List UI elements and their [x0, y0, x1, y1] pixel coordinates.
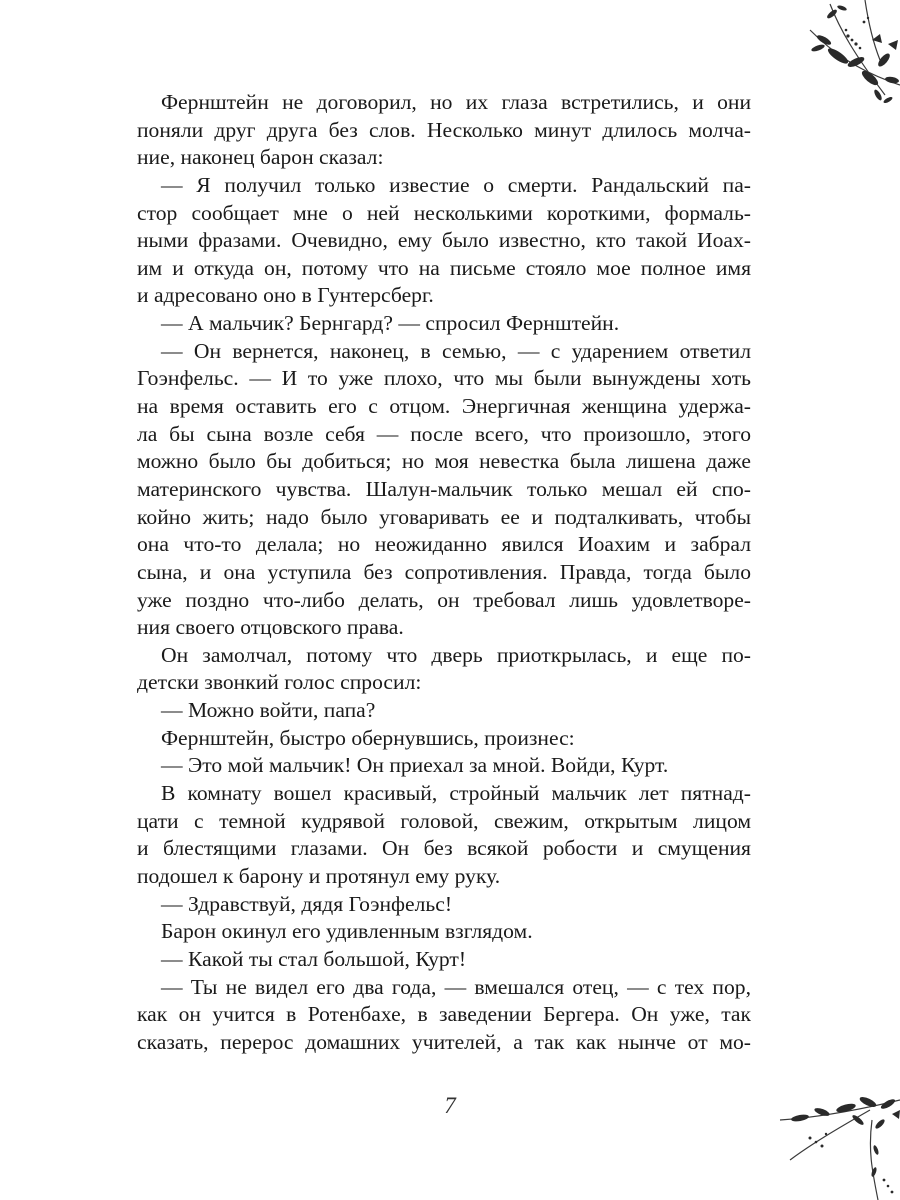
- text-line: — Ты не видел его два года, — вмешался отец, — с тех пор,: [161, 974, 751, 999]
- text-line: уже поздно что-либо делать, он требовал лишь удовлетворе-: [137, 587, 751, 612]
- text-line: Он замолчал, потому что дверь приоткрылась, и еще по-: [161, 642, 751, 667]
- floral-ornament-top-icon: [760, 0, 900, 112]
- text-line: — Это мой мальчик! Он приехал за мной. Войди, Курт.: [161, 753, 669, 778]
- text-line: Фернштейн не договорил, но их глаза встретились, и они: [161, 90, 751, 114]
- body-text: [137, 89, 751, 1056]
- text-line: койно жить; надо было уговаривать ее и подталкивать, чтобы: [137, 504, 751, 529]
- text-line: — А мальчик? Бернгард? — спросил Фернштейн.: [161, 311, 620, 336]
- text-line: ние, наконец барон сказал:: [137, 145, 384, 170]
- text-line: — Можно войти, папа?: [161, 698, 376, 723]
- text-line: ния своего отцовского права.: [137, 615, 404, 640]
- text-line: сказать, перерос домашних учителей, а так как нынче от мо-: [137, 1029, 751, 1054]
- text-line: ными фразами. Очевидно, ему было известно, кто такой Иоах-: [137, 228, 751, 253]
- floral-ornament-bottom-icon: [760, 1090, 900, 1200]
- text-line: можно было бы добиться; но моя невестка была лишена даже: [137, 449, 751, 474]
- text-line: им и откуда он, потому что на письме стояло мое полное имя: [137, 255, 751, 280]
- text-line: она что-то делала; но неожиданно явился Иоахим и забрал: [137, 532, 751, 557]
- text-line: материнского чувства. Шалун-мальчик только мешал ей спо-: [137, 476, 751, 501]
- text-line: Барон окинул его удивленным взглядом.: [161, 919, 533, 944]
- text-line: стор сообщает мне о ней несколькими короткими, формаль-: [137, 200, 751, 225]
- text-line: Гоэнфельс. — И то уже плохо, что мы были вынуждены хоть: [137, 366, 751, 391]
- text-line: — Я получил только известие о смерти. Рандальский па-: [161, 172, 751, 197]
- text-line: на время оставить его с отцом. Энергичная женщина удержа-: [137, 394, 751, 419]
- text-line: ла бы сына возле себя — после всего, что произошло, этого: [137, 421, 751, 446]
- text-line: В комнату вошел красивый, стройный мальчик лет пятнад-: [161, 781, 751, 806]
- text-line: Фернштейн, быстро обернувшись, произнес:: [161, 725, 575, 750]
- text-line: подошел к барону и протянул ему руку.: [137, 863, 501, 888]
- text-line: поняли друг друга без слов. Несколько минут длилось молча-: [137, 117, 751, 142]
- text-line: сына, и она уступила без сопротивления. Правда, тогда было: [137, 559, 751, 584]
- text-line: — Здравствуй, дядя Гоэнфельс!: [161, 891, 453, 916]
- text-line: цати с темной кудрявой головой, свежим, открытым лицом: [137, 808, 751, 833]
- text-line: — Какой ты стал большой, Курт!: [161, 946, 467, 971]
- page-number: 7: [444, 1093, 456, 1118]
- text-line: — Он вернется, наконец, в семью, — с ударением ответил: [161, 338, 751, 363]
- text-line: как он учится в Ротенбахе, в заведении Бергера. Он уже, так: [137, 1002, 751, 1027]
- text-line: и блестящими глазами. Он без всякой робости и смущения: [137, 836, 751, 861]
- text-line: детски звонкий голос спросил:: [137, 670, 422, 695]
- text-line: и адресовано оно в Гунтерсберг.: [137, 283, 434, 308]
